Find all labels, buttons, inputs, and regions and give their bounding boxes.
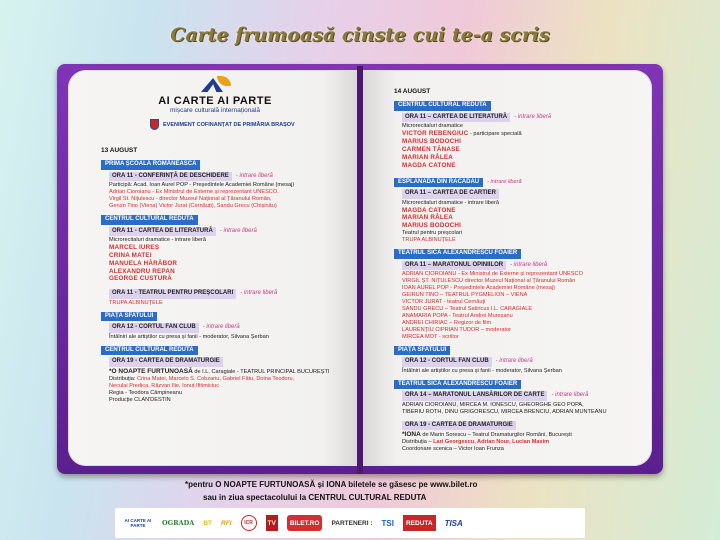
event-fan-club-14: ORA 12 - CORTUL FAN CLUB — [402, 357, 492, 367]
event-cartier: ORA 11 – CARTEA DE CARTIER — [402, 189, 499, 199]
ticket-note: *pentru O NOAPTE FURTUNOASĂ și IONA biletele se găsesc pe www.bilet.ro sau in ziua spectacolului la CENTRUL CULTURAL REDUTA — [185, 480, 478, 502]
logo-bilet: BILET.RO — [287, 515, 323, 531]
venue-piata-sfatului-14: PIAȚA SFATULUI — [394, 346, 450, 356]
partners-label: PARTENERI : — [331, 519, 373, 527]
venue-piata-sfatului: PIAȚA SFATULUI — [101, 312, 157, 322]
right-program: 14 AUGUST CENTRUL CULTURAL REDUTA ORA 11 – CARTEA DE LITERATURĂ - intrare liberă Microrecitaluri dramatice VICTOR REBENGIUC - participare specială MARIUS BODOCHI CARMEN TĂNASE MARIAN RÂLEA MAGDA CATONE ESPLANADA DIN RĂCĂDĂU - intrare liberă ORA 11 – CARTEA DE CARTIER Microrecitaluri dramatice - intrare liberă MAGDA CATONE MARIAN RÂLEA MARIUS BODOCHI Teatrul pentru preșcolari TRUPA ALBINUȚELE TEATRUL SICĂ ALEXANDRESCU FOAIER ORA 11 – MARATONUL OPINIILOR - intrare liberă ADRIAN CIOROIANU - Ex Ministrul de Externe și reprezentant UNESCO VIRGIL ȘT. NIȚULESCU director Muzeul Național al Țăranului Român IOAN AUREL POP - Președintele Academiei Române (mesaj) GEIRUN TINO – TEATRUL PYGMELION – VIENA VICTOR JURAT - teatrul Cernăuți SANDU GRECU – Teatrul Satiricus I.L. CARAGIALE ANAMARIA POPA - Teatrul Andrei Mureșanu ANDREI CHIRIAC – Regizor de film LAURENȚIU CIPRIAN TUDOR – moderator MIRCEA MOT - scriitor PIAȚA SFATULUI ORA 12 - CORTUL FAN CLUB - intrare liberă Întâlniri ale artiștilor cu presa și fanii - moderator, Silvana Șerban TEATRUL SICĂ ALEXANDRESCU FOAIER ORA 14 – MARATONUL LANSĂRILOR DE CARTE - intrare liberă ADRIAN CIOROIANU, MIRCEA M. IONESCU, GHEORGHE GEO POPA, TIBERIU ROTH, DINU GRIGORESCU, MIRCEA BRENCIU, ADRIAN MUNTEANU ORA 19 - CARTEA DE DRAMATURGIE *IONA de Marin Sorescu – Teatrul Dramaturgilor Români, București Distribuția – Lari Georgescu, Adrian Nour, Lucian Maxim Coordonare scenica – Victor Ioan Frunza — [394, 88, 649, 453]
venue-prima-scoala: PRIMA ȘCOALĂ ROMÂNEASCĂ — [101, 160, 200, 170]
venue-esplanada: ESPLANADA DIN RĂCĂDĂU — [394, 178, 483, 188]
event-maraton-opinii: ORA 11 – MARATONUL OPINIILOR — [402, 261, 506, 271]
venue-sica-foaier: TEATRUL SICĂ ALEXANDRESCU FOAIER — [394, 249, 521, 259]
left-program: 13 AUGUST PRIMA ȘCOALĂ ROMÂNEASCĂ ORA 11 - CONFERINȚĂ DE DESCHIDERE - intrare liberă Participă: Acad. Ioan Aurel POP - Președintele Academiei Române (mesaj) Adrian Cioroianu - Ex Ministrul de Externe și reprezentant UNESCO, Virgil St. Nițulescu - director Muzeul Național al Țăranului Român, Geruin Tino (Viena) Victor Jurat (Cernăuți), Sandu Grecu (Chișinău) CENTRUL CULTURAL REDUTA ORA 11 - CARTEA DE LITERATURĂ - intrare liberă Microrecitaluri dramatice - intrare liberă MARCEL IUREȘ CRINA MATEI MANUELA HĂRĂBOR ALEXANDRU REPAN GEORGE CUSTURĂ ORA 11 - TEATRUL PENTRU PREȘCOLARI - intrare liberă TRUPA ALBINUȚELE PIAȚA SFATULUI ORA 12 - CORTUL FAN CLUB - intrare liberă Întâlniri ale artiștilor cu presa și fanii - moderator, Silvana Șerban CENTRUL CULTURAL REDUTA ORA 19 - CARTEA DE DRAMATURGIE *O NOAPTE FURTUNOASĂ de I.L. Caragiale - TEATRUL PRINCIPAL BUCUREȘTI Distribuția: Crina Matei, Marcelo S. Cobzariu, Gabriel Fătu, Doina Teodoru, Neculai Predica, Răzvan Ilie, Ionuț Ifitimiciuc Regia - Teodora Câmpineanu Producție CLAN'DESTIN — [101, 147, 351, 404]
venue-sica-foaier-2: TEATRUL SICĂ ALEXANDRESCU FOAIER — [394, 380, 521, 390]
book-logo-icon — [195, 76, 235, 94]
book-spine — [357, 66, 363, 474]
venue-reduta-evening: CENTRUL CULTURAL REDUTA — [101, 346, 198, 356]
venue-reduta-14: CENTRUL CULTURAL REDUTA — [394, 101, 491, 111]
date-14: 14 AUGUST — [394, 88, 431, 95]
logo-tsi: TSI — [381, 518, 394, 528]
event-lansari-carte: ORA 14 – MARATONUL LANSĂRILOR DE CARTE — [402, 391, 547, 401]
brasov-crest-icon — [150, 119, 159, 130]
logo-reduta: REDUTA — [403, 515, 436, 531]
logo-ai-carte: AI CARTE AI PARTE — [124, 518, 152, 528]
banner-title: Carte frumoasă cinste cui te-a scris — [170, 24, 550, 46]
partners-strip — [115, 508, 585, 538]
event-dramaturgie: ORA 19 - CARTEA DE DRAMATURGIE — [109, 357, 223, 367]
event-literatura: ORA 11 - CARTEA DE LITERATURĂ — [109, 227, 216, 237]
logo-tisa: TISA — [444, 518, 463, 528]
event-dramaturgie-14: ORA 19 - CARTEA DE DRAMATURGIE — [402, 421, 516, 431]
logo-bt: BT — [203, 519, 213, 527]
event-conferinta: ORA 11 - CONFERINȚĂ DE DESCHIDERE — [109, 172, 232, 182]
venue-reduta: CENTRUL CULTURAL REDUTA — [101, 215, 198, 225]
logo-icr: ICR — [241, 515, 257, 531]
logo-ograda: OGRADA — [162, 519, 195, 527]
event-fan-club: ORA 12 - CORTUL FAN CLUB — [109, 323, 199, 333]
event-logo — [130, 76, 300, 114]
event-prescolari: ORA 11 - TEATRUL PENTRU PREȘCOLARI — [109, 289, 236, 299]
logo-rfi: RFI — [221, 519, 232, 527]
logo-tv: TV — [266, 515, 278, 531]
logo-title: AI CARTE AI PARTE — [158, 95, 272, 107]
cofinance-note: EVENIMENT COFINANȚAT DE PRIMĂRIA BRAȘOV — [150, 119, 295, 130]
logo-subtitle: mișcare culturală internațională — [170, 107, 260, 114]
event-literatura-14: ORA 11 – CARTEA DE LITERATURĂ — [402, 113, 510, 123]
date-13: 13 AUGUST — [101, 147, 138, 154]
